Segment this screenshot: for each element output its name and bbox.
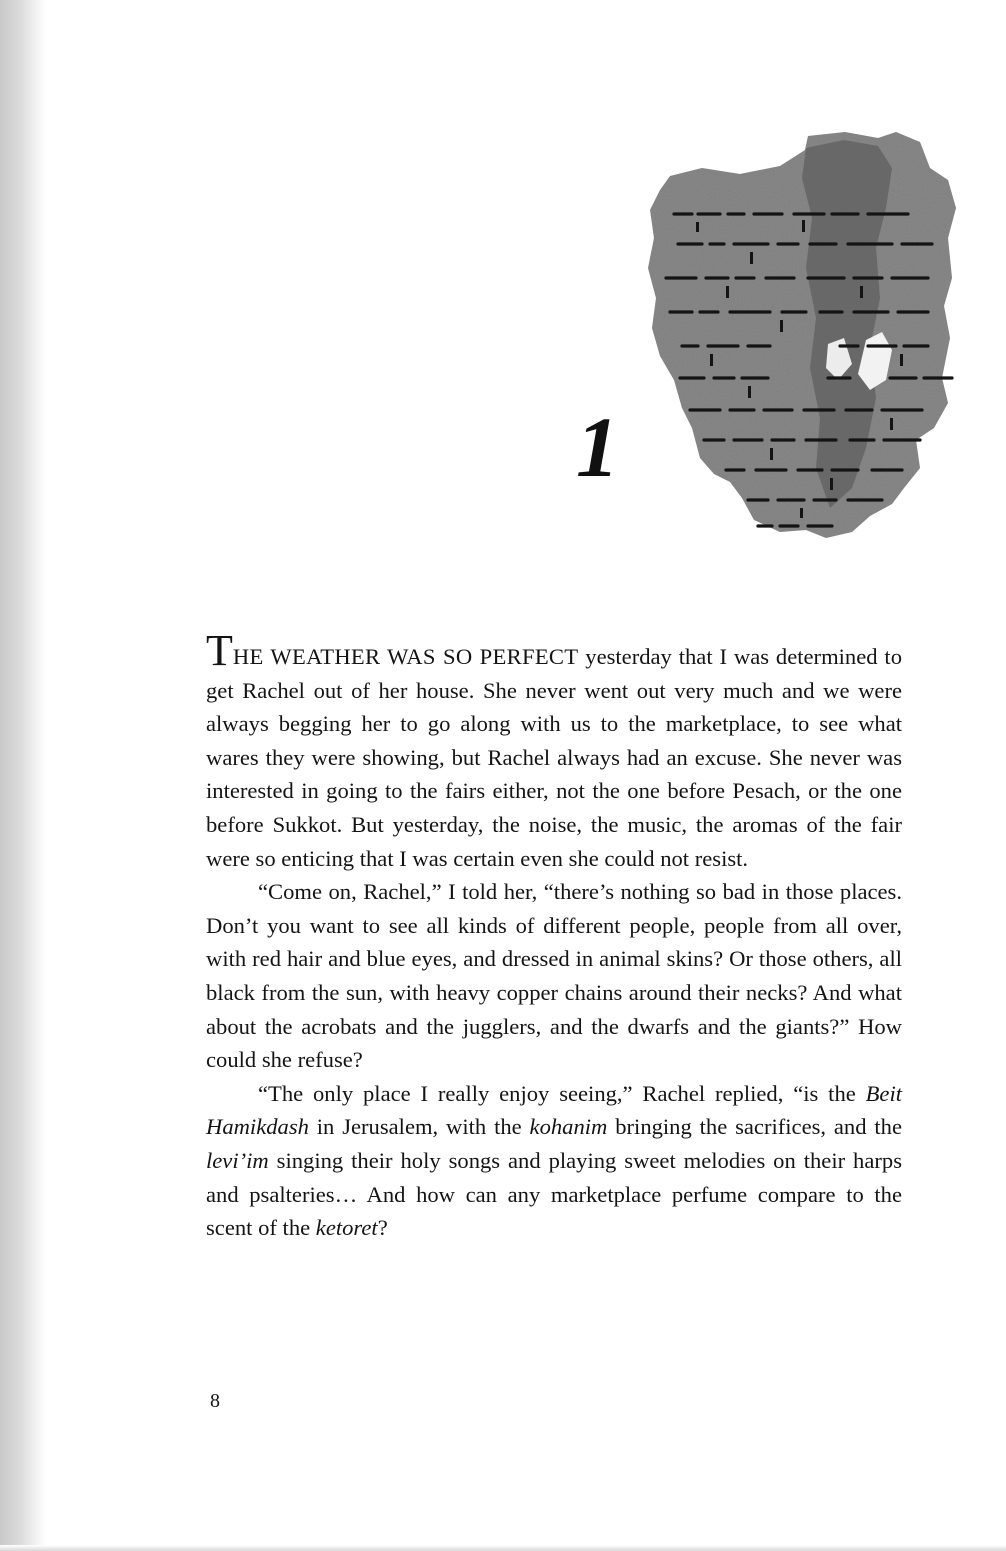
paragraph-3-text: “The only place I really enjoy seeing,” Rachel replied, “is the <box>258 1080 866 1106</box>
drop-cap: T <box>206 626 233 675</box>
paragraph-1-text: yesterday that I was determined to get Rachel out of her house. She never went out very much and we were always begging her to go along with us to the marketplace, to see what wares they were showing, but Rachel always had an excuse. She never was interested in going to the fairs either, not the one before Pesach, or the one before Sukkot. But yesterday, the noise, the music, the aromas of the fair were so enticing that I was certain even she could not resist. <box>206 644 902 871</box>
chapter-text <box>206 626 902 1245</box>
paragraph-3-text: in Jerusalem, with the <box>308 1114 530 1140</box>
italic-term: kohanim <box>529 1114 608 1140</box>
paragraph-3-text: singing their holy songs and playing sweet melodies on their harps and psalteries… And how can any marketplace perfume compare to the scent of the <box>206 1147 902 1241</box>
paragraph-3 <box>206 1077 902 1245</box>
chapter-number: 1 <box>576 399 619 495</box>
page-number: 8 <box>210 1390 220 1412</box>
scroll-fragment-illustration <box>630 128 960 548</box>
italic-term: ketoret <box>315 1215 378 1241</box>
gutter-shadow <box>0 0 46 1551</box>
paragraph-2: “Come on, Rachel,” I told her, “there’s nothing so bad in those places. Don’t you want to see all kinds of different people, people from all over, with red hair and blue eyes, and dressed in animal skins? Or those others, all black from the sun, with heavy copper chains around their necks? And what about the acrobats and the jugglers, and the dwarfs and the giants?” How could she refuse? <box>206 879 902 1073</box>
paragraph-3-text: bringing the sacrifices, and the <box>607 1114 902 1140</box>
page-bottom-edge <box>0 1545 1006 1551</box>
paragraph-3-text: ? <box>377 1215 388 1241</box>
italic-term: Beit Hamikdash <box>206 1080 902 1140</box>
italic-term: levi’im <box>206 1147 269 1173</box>
lead-in-small-caps: HE WEATHER WAS SO PERFECT <box>232 644 579 669</box>
paragraph-1 <box>206 626 902 875</box>
